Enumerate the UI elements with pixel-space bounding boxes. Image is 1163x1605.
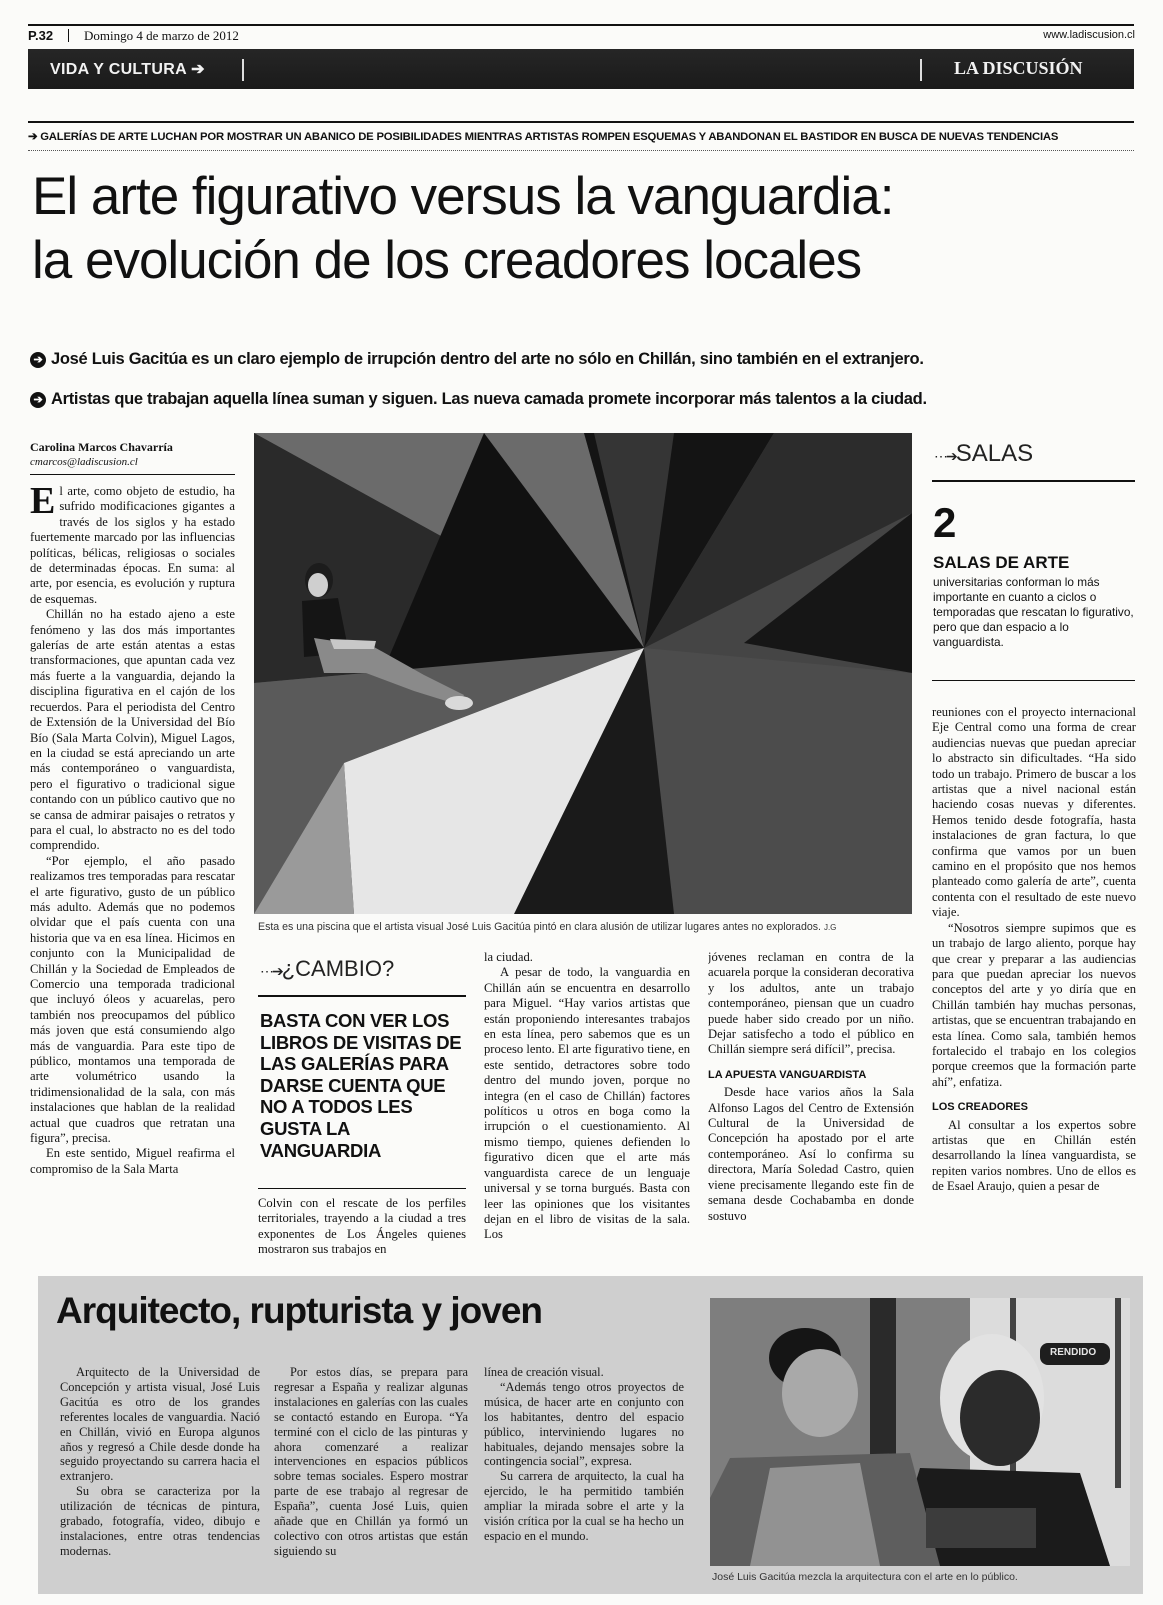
article-column-4: jóvenes reclaman en contra de la acuarela porque la consideran decorativa y los adultos, ante un trabajo contemporáneo, piensan que un cuadro puede haber sido creado por un niño. Dejar satisfecho a todo el público en Chillán siempre será difícil”, precisa. LA APUESTA VANGUARDISTA Desde hace varios años la Sala Alfonso Lagos del Centro de Extensión Cultural de la Universidad de Concepción ha apostado por el arte contemporáneo. Así lo confirma su directora, María Soledad Castro, quien viene precisamente llegando este fin de semana desde Cochabamba en donde sostuvo bbox=[708, 950, 914, 1223]
banner-divider-right bbox=[920, 59, 922, 81]
profile-column-1: Arquitecto de la Universidad de Concepción y artista visual, José Luis Gacitúa es otro de los grandes referentes locales de vanguardia. Nació en Chillán, vivió en Europa algunos años y regresó a Chile desde donde ha seguido proyectando su carrera hacia el extranjero. Su obra se caracteriza por la utilización de técnicas de pintura, grabado, fotografía, video, dibujo e instalaciones, entre otras tendencias modernas. bbox=[60, 1365, 260, 1558]
cambio-rule-bottom bbox=[258, 1188, 466, 1189]
byline-author: Carolina Marcos Chavarría bbox=[30, 440, 173, 454]
byline-email[interactable]: cmarcos@ladiscusion.cl bbox=[30, 456, 138, 468]
subhead-creadores: LOS CREADORES bbox=[932, 1101, 1028, 1114]
rendido-sign: RENDIDO bbox=[1050, 1347, 1097, 1358]
headline-line-1: El arte figurativo versus la vanguardia: bbox=[32, 167, 894, 226]
deck-2: ➔ Artistas que trabajan aquella línea suman y siguen. Las nueva camada promete incorporar más talentos a la ciudad. bbox=[30, 390, 927, 409]
cambio-rule-top bbox=[258, 995, 466, 997]
salas-title: SALAS DE ARTE bbox=[933, 553, 1070, 572]
article-column-1: El arte, como objeto de estudio, ha sufrido modificaciones gigantes a través de los siglos y ha estado fuertemente marcado por las influencias políticas, bélicas, religiosas o sociales de determinadas épocas. En suma: al arte, por esencia, es evolución y ruptura de esquemas. Chillán no ha estado ajeno a este fenómeno y las dos más importantes galerías de arte están atentas a estas transformaciones, que apuntan cada vez más fuerte a la vanguardia, dejando la disciplina figurativa en el cajón de los recuerdos. Para el periodista del Centro de Extensión de la Universidad del Bío Bío (Sala Marta Colvin), Miguel Lagos, en la ciudad se está apreciando un arte más contemporáneo o vanguardista, pero el figurativo o tradicional sigue contando con un público cautivo que no se cansa de admirar paisajes o retratos y para el cual, lo abstracto no es del todo comprendido. “Por ejemplo, el año pasado realizamos tres temporadas para rescatar el arte figurativo, gusto de un público más adulto. Además que no podemos olvidar que el país cuenta con una historia que va en esa línea. Hicimos en conjunto con la Municipalidad de Chillán y la Sociedad de Empleados de Comercio una temporada tradicional que incluyó óleos y acuarelas, pero también nos preocupamos del público más joven que está consumiendo algo más de vanguardia. Para este tipo de público, montamos una temporada de arte volumétrico usando la tridimensionalidad de la sala, con más instalaciones que hablan de la realidad actual que cuadros que retratan una figura”, precisa. En este sentido, Miguel reafirma el compromiso de la Sala Marta bbox=[30, 484, 235, 1176]
cambio-label: ⋯➔¿CAMBIO? bbox=[260, 956, 395, 981]
portrait-photo bbox=[710, 1298, 1130, 1566]
newspaper-name: LA DISCUSIÓN bbox=[954, 58, 1083, 78]
banner-divider-left bbox=[242, 59, 244, 81]
dotted-arrow-icon: ⋯➔ bbox=[934, 448, 956, 464]
arrow-bullet-icon: ➔ bbox=[30, 392, 46, 408]
site-url[interactable]: www.ladiscusion.cl bbox=[1043, 29, 1135, 41]
issue-date: Domingo 4 de marzo de 2012 bbox=[84, 28, 239, 43]
pool-painting-illustration bbox=[254, 433, 912, 914]
arrow-right-icon: ➔ bbox=[191, 61, 205, 78]
headline bbox=[32, 165, 893, 293]
profile-box bbox=[38, 1276, 1143, 1594]
headline-line-2: la evolución de los creadores locales bbox=[32, 231, 862, 290]
section-banner bbox=[28, 49, 1134, 89]
drop-cap: E bbox=[30, 484, 56, 522]
kicker-top-rule bbox=[28, 121, 1134, 123]
subhead-apuesta: LA APUESTA VANGUARDISTA bbox=[708, 1068, 867, 1081]
salas-rule-top bbox=[932, 480, 1135, 482]
article-column-3: la ciudad. A pesar de todo, la vanguardia en Chillán aún se encuentra en desarrollo para Miguel. “Hay varios artistas que están proponiendo interesantes trabajos en esta línea, pero sabemos que es un proceso lento. El arte figurativo tiene, en este sentido, detractores sobre todo dentro del mundo joven, porque no integra (en el caso de Chillán) factores políticos u otros en boga como la irrupción o el cuestionamiento. Al mismo tiempo, quienes defienden lo figurativo dicen que el arte más vanguardista carece de un lenguaje universal y se torna burgués. Basta con leer las opiniones que los visitantes dejan en el libro de visitas de la sala. Los bbox=[484, 950, 690, 1242]
pull-quote: BASTA CON VER LOS LIBROS DE VISITAS DE LAS GALERÍAS PARA DARSE CUENTA QUE NO A TODOS LES GUSTA LA VANGUARDIA bbox=[260, 1010, 462, 1161]
profile-column-3: línea de creación visual. “Además tengo otros proyectos de música, de hacer arte en conjunto con los habitantes, dentro del espacio público, interviniendo lugares no habituales, dejando mensajes sobre la contingencia social”, expresa. Su carrera de arquitecto, la cual ha ejercido, le ha permitido también ampliar la mirada sobre el arte y la visión crítica por la cual se ha hecho un espacio en el mundo. bbox=[484, 1365, 684, 1543]
arrow-right-icon: ➔ bbox=[28, 131, 41, 143]
profile-box-title: Arquitecto, rupturista y joven bbox=[56, 1290, 543, 1331]
profile-column-2: Por estos días, se prepara para regresar a España y realizar algunas instalaciones en galerías con las cuales se contactó estando en Europa. “Ya terminé con el ciclo de las pinturas y ahora comenzaré a realizar intervenciones en espacios públicos sobre temas sociales. Espero mostrar parte de ese trabajo al regresar de España”, cuenta José Luis, quien añade que en Chillán ya formó un colectivo con otros artistas que están siguiendo su bbox=[274, 1365, 468, 1558]
portrait-caption: José Luis Gacitúa mezcla la arquitectura con el arte en lo público. bbox=[712, 1571, 1018, 1583]
salas-rule-bottom bbox=[932, 680, 1135, 681]
deck-1: ➔ José Luis Gacitúa es un claro ejemplo de irrupción dentro del arte no sólo en Chillán, sino también en el extranjero. bbox=[30, 350, 924, 369]
section-label: VIDA Y CULTURA ➔ bbox=[50, 61, 205, 78]
dotted-arrow-icon: ⋯➔ bbox=[260, 963, 282, 979]
arrow-bullet-icon: ➔ bbox=[30, 352, 46, 368]
page-number: P.32 bbox=[28, 28, 54, 43]
salas-label: ⋯➔SALAS bbox=[934, 440, 1034, 467]
byline-rule bbox=[30, 474, 235, 475]
top-rule bbox=[28, 24, 1134, 26]
kicker: ➔ GALERÍAS DE ARTE LUCHAN POR MOSTRAR UN ABANICO DE POSIBILIDADES MIENTRAS ARTISTAS ROMPEN ESQUEMAS Y ABANDONAN EL BASTIDOR EN BUSCA DE NUEVAS TENDENCIAS bbox=[28, 131, 1059, 143]
photo-caption: Esta es una piscina que el artista visual José Luis Gacitúa pintó en clara alusión de utilizar lugares antes no explorados. J.G bbox=[258, 921, 837, 933]
masthead-divider bbox=[68, 29, 69, 42]
article-column-5: reuniones con el proyecto internacional Eje Central como una forma de crear audiencias nuevas que puedan apreciar lo abstracto sin dificultades. “Ha sido todo un trabajo. Primero de buscar a los artistas que a nivel nacional están haciendo cosas nuevas y diferentes. Hemos tenido desde fotografía, hasta instalaciones de gran factura, lo que confirma que vamos por un buen camino en el propósito que nos hemos planteado como galería de arte”, cuenta contenta con el resultado de este nuevo viaje. “Nosotros siempre supimos que es un trabajo de largo aliento, porque hay que crear y preparar a las audiencias para que puedan apreciar los nuevos conceptos del arte y yo diría que en Chillán también hay muchas personas, artistas, que se encuentran trabajando en esta línea. Como sala, también hemos fortalecido el trabajo en los colegios porque creemos que la formación parte ahí”, enfatiza. LOS CREADORES Al consultar a los expertos sobre artistas que en Chillán estén desarrollando la línea vanguardista, se repiten varios nombres. Uno de ellos es de Esael Araujo, quien a pesar de bbox=[932, 705, 1136, 1194]
article-column-2: Colvin con el rescate de los perfiles territoriales, trayendo a la ciudad a tres exponentes de Los Ángeles quienes mostraron sus trabajos en bbox=[258, 1196, 466, 1257]
pool-photo bbox=[254, 433, 912, 914]
photo-credit: J.G bbox=[823, 923, 837, 932]
kicker-dotted-rule bbox=[28, 150, 1134, 151]
portrait-illustration bbox=[710, 1298, 1130, 1566]
salas-text: universitarias conforman lo más importante en cuanto a ciclos o temporadas que rescatan lo figurativo, pero que dan espacio a lo vanguardista. bbox=[933, 575, 1134, 649]
salas-number: 2 bbox=[933, 499, 957, 546]
